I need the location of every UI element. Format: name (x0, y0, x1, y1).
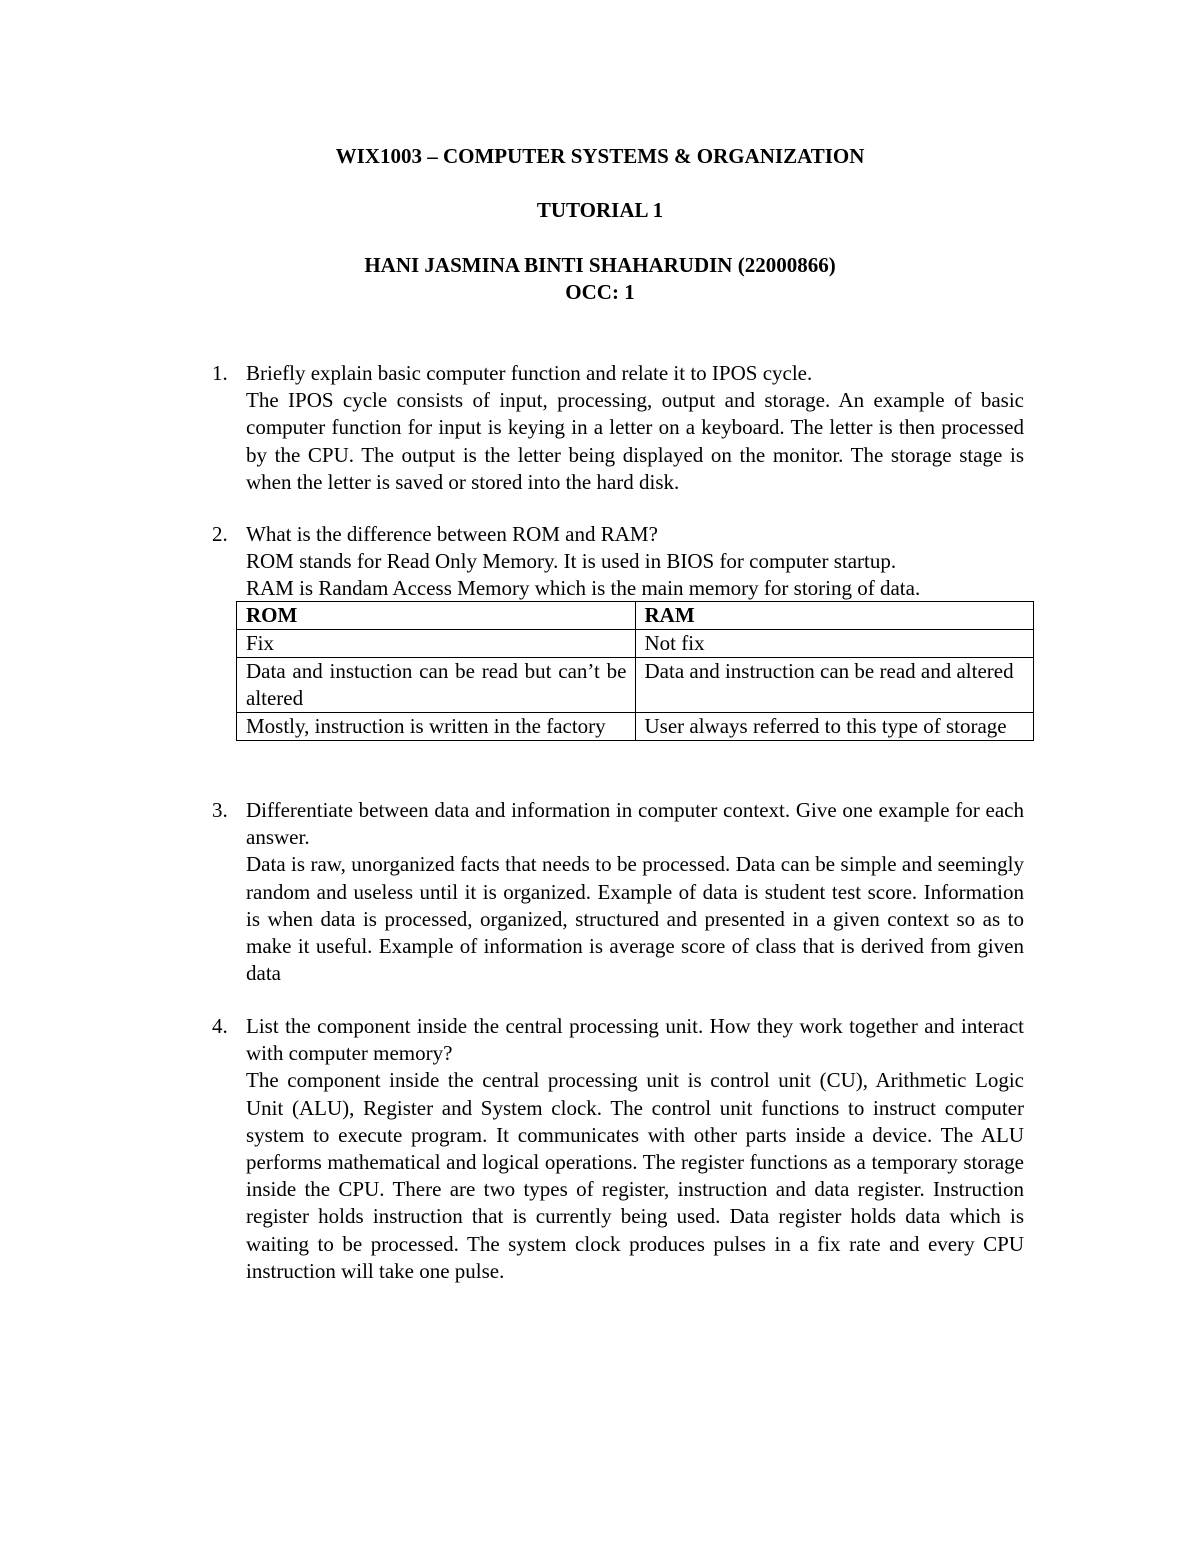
table-cell: User always referred to this type of storage (635, 713, 1034, 741)
course-title: WIX1003 – COMPUTER SYSTEMS & ORGANIZATION (335, 144, 865, 168)
answer-text: Data is raw, unorganized facts that needs to be processed. Data can be simple and seemingly random and useless until it is organized. Example of data is student test score. Information is when data is processed, organized, structured and presented in a given context so as to make it useful. Example of information is average score of class that is derived from given data (246, 852, 1024, 986)
question-number: 2. (212, 522, 228, 546)
table-header-cell: ROM (237, 602, 636, 630)
question-1 (212, 360, 1024, 496)
table-cell: Mostly, instruction is written in the factory (237, 713, 636, 741)
question-text: Briefly explain basic computer function and relate it to IPOS cycle. (246, 361, 813, 385)
question-4 (212, 1013, 1024, 1285)
question-2 (212, 521, 1024, 603)
table-cell: Not fix (635, 630, 1034, 658)
question-3 (212, 797, 1024, 987)
table-cell: Fix (237, 630, 636, 658)
table-header-cell: RAM (635, 602, 1034, 630)
answer-text: The component inside the central processing unit is control unit (CU), Arithmetic Logic Unit (ALU), Register and System clock. The control unit functions to instruct computer system to execute program. It communicates with other parts inside a device. The ALU performs mathematical and logical operations. The register functions as a temporary storage inside the CPU. There are two types of register, instruction and data register. Instruction register holds instruction that is currently being used. Data register holds data which is waiting to be processed. The system clock produces pulses in a fix rate and every CPU instruction will take one pulse. (246, 1068, 1024, 1283)
question-number: 3. (212, 798, 228, 822)
question-number: 1. (212, 361, 228, 385)
question-text: Differentiate between data and information in computer context. Give one example for each answer. (246, 798, 1024, 850)
answer-line: RAM is Randam Access Memory which is the main memory for storing of data. (246, 576, 921, 601)
table-cell: Data and instruction can be read and altered (635, 658, 1034, 713)
table-row (237, 630, 1034, 658)
table-cell: Data and instuction can be read but can’t be altered (237, 658, 636, 713)
table-row (237, 658, 1034, 713)
table-row (237, 713, 1034, 741)
occ-label: OCC: 1 (565, 280, 635, 304)
table-header-row (237, 602, 1034, 630)
question-text: List the component inside the central processing unit. How they work together and interact with computer memory? (246, 1014, 1024, 1066)
student-name: HANI JASMINA BINTI SHAHARUDIN (22000866) (364, 253, 836, 277)
tutorial-title: TUTORIAL 1 (536, 198, 664, 222)
question-text: What is the difference between ROM and RAM? (246, 522, 658, 546)
answer-line: ROM stands for Read Only Memory. It is used in BIOS for computer startup. (246, 549, 897, 574)
question-number: 4. (212, 1014, 228, 1038)
answer-text: The IPOS cycle consists of input, processing, output and storage. An example of basic computer function for input is keying in a letter on a keyboard. The letter is then processed by the CPU. The output is the letter being displayed on the monitor. The storage stage is when the letter is saved or stored into the hard disk. (246, 388, 1024, 494)
rom-ram-table (236, 601, 1034, 741)
